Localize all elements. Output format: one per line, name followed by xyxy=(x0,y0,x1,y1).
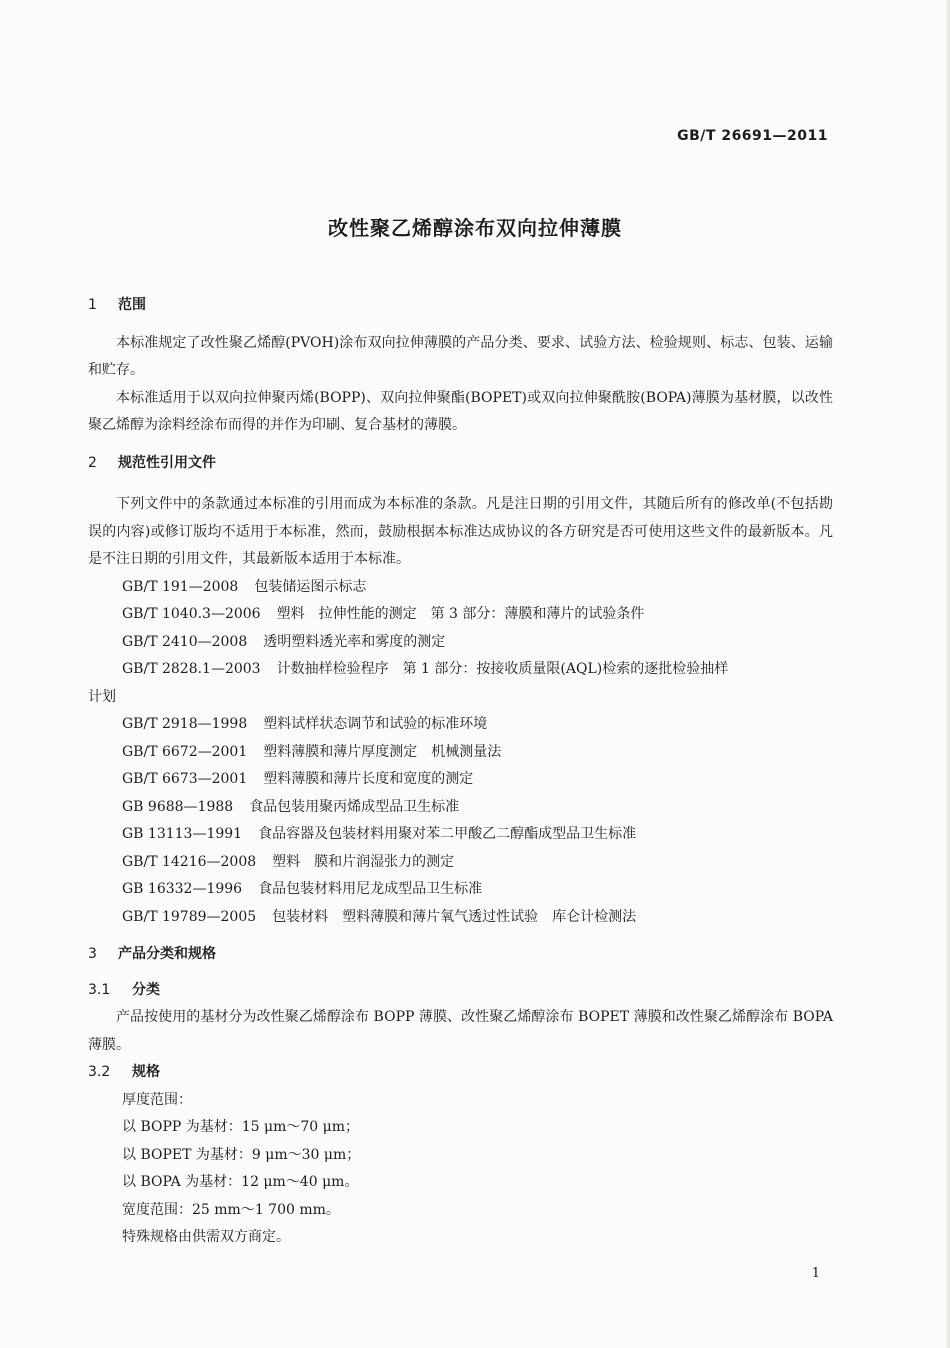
reference-code: GB/T 19789—2005 xyxy=(122,908,257,925)
reference-title: 塑料 拉伸性能的测定 第 3 部分：薄膜和薄片的试验条件 xyxy=(276,606,645,622)
page-edge-shadow xyxy=(946,0,950,1348)
reference-code: GB/T 6672—2001 xyxy=(122,743,248,760)
document-title: 改性聚乙烯醇涂布双向拉伸薄膜 xyxy=(328,216,622,240)
reference-item xyxy=(88,849,833,877)
reference-code: GB/T 14216—2008 xyxy=(122,853,257,870)
reference-title-continued: 计划 xyxy=(88,688,116,705)
section-title: 分类 xyxy=(132,981,160,998)
reference-code: GB/T 191—2008 xyxy=(122,578,239,595)
references-intro-paragraph: 下列文件中的条款通过本标准的引用而成为本标准的条款。凡是注日期的引用文件，其随后所有的修改单(不包括勘误的内容)或修订版均不适用于本标准，然而，鼓励根据本标准达成协议的各方研究是否可使用这些文件的最新版本。凡是不注日期的引用文件，其最新版本适用于本标准。 xyxy=(88,496,833,567)
section-3-1-heading xyxy=(88,977,833,1005)
section-3-heading xyxy=(88,941,833,969)
reference-code: GB/T 2828.1—2003 xyxy=(122,661,261,677)
reference-title: 食品容器及包装材料用聚对苯二甲酸乙二醇酯成型品卫生标准 xyxy=(258,826,637,842)
reference-item xyxy=(88,739,833,767)
standard-code: GB/T 26691—2011 xyxy=(677,128,828,144)
reference-title: 计数抽样检验程序 第 1 部分：按接收质量限(AQL)检索的逐批检验抽样 xyxy=(276,661,729,677)
reference-code: GB 9688—1988 xyxy=(122,798,234,815)
reference-title: 塑料薄膜和薄片厚度测定 机械测量法 xyxy=(263,743,502,760)
reference-item xyxy=(88,601,833,629)
reference-title: 包装储运图示标志 xyxy=(254,578,367,595)
section-1-heading xyxy=(88,292,833,320)
section-number: 3.1 xyxy=(88,981,111,998)
spec-line: 厚度范围： xyxy=(122,1091,192,1108)
page-number: 1 xyxy=(811,1266,820,1281)
reference-item xyxy=(88,904,833,932)
section-2-heading xyxy=(88,450,833,478)
reference-title: 透明塑料透光率和雾度的测定 xyxy=(263,633,446,650)
reference-code: GB 13113—1991 xyxy=(122,826,243,842)
reference-item xyxy=(88,766,833,794)
classification-paragraph: 产品按使用的基材分为改性聚乙烯醇涂布 BOPP 薄膜、改性聚乙烯醇涂布 BOPET 薄膜和改性聚乙烯醇涂布 BOPA 薄膜。 xyxy=(88,1009,833,1053)
reference-item xyxy=(88,794,833,822)
reference-item xyxy=(88,711,833,739)
spec-line: 特殊规格由供需双方商定。 xyxy=(122,1229,290,1245)
spec-line: 以 BOPET 为基材：9 μm～30 μm； xyxy=(122,1146,361,1163)
section-title: 产品分类和规格 xyxy=(118,946,216,962)
section-number: 3 xyxy=(88,946,97,962)
section-3-2-heading xyxy=(88,1059,833,1087)
reference-item xyxy=(88,574,833,602)
reference-code: GB/T 2918—1998 xyxy=(122,716,248,732)
reference-item xyxy=(88,656,833,684)
reference-code: GB/T 6673—2001 xyxy=(122,771,248,787)
spec-line: 宽度范围：25 mm～1 700 mm。 xyxy=(122,1201,340,1218)
reference-title: 塑料薄膜和薄片长度和宽度的测定 xyxy=(263,771,474,787)
scope-paragraph-1: 本标准规定了改性聚乙烯醇(PVOH)涂布双向拉伸薄膜的产品分类、要求、试验方法、检验规则、标志、包装、运输和贮存。 xyxy=(88,334,833,378)
reference-item xyxy=(88,821,833,849)
reference-item xyxy=(88,629,833,657)
section-number: 1 xyxy=(88,297,97,313)
section-title: 规格 xyxy=(132,1064,160,1080)
reference-title: 包装材料 塑料薄膜和薄片氧气透过性试验 库仑计检测法 xyxy=(272,908,637,925)
reference-code: GB/T 2410—2008 xyxy=(122,633,248,650)
reference-code: GB 16332—1996 xyxy=(122,881,243,897)
spec-line: 以 BOPA 为基材：12 μm～40 μm。 xyxy=(122,1174,359,1190)
reference-title: 食品包装用聚丙烯成型品卫生标准 xyxy=(249,798,460,815)
reference-title: 塑料试样状态调节和试验的标准环境 xyxy=(263,716,488,732)
reference-title: 塑料 膜和片润湿张力的测定 xyxy=(272,853,455,870)
document-body xyxy=(88,292,833,1252)
section-title: 规范性引用文件 xyxy=(118,454,216,471)
section-title: 范围 xyxy=(118,297,146,313)
section-number: 2 xyxy=(88,454,97,471)
section-number: 3.2 xyxy=(88,1064,111,1080)
scope-paragraph-2: 本标准适用于以双向拉伸聚丙烯(BOPP)、双向拉伸聚酯(BOPET)或双向拉伸聚酰胺(BOPA)薄膜为基材膜，以改性聚乙烯醇为涂料经涂布而得的并作为印刷、复合基材的薄膜。 xyxy=(88,389,833,433)
reference-item xyxy=(88,876,833,904)
spec-line: 以 BOPP 为基材：15 μm～70 μm； xyxy=(122,1119,360,1135)
reference-list xyxy=(88,574,833,932)
reference-title: 食品包装材料用尼龙成型品卫生标准 xyxy=(258,881,483,897)
reference-code: GB/T 1040.3—2006 xyxy=(122,606,261,622)
